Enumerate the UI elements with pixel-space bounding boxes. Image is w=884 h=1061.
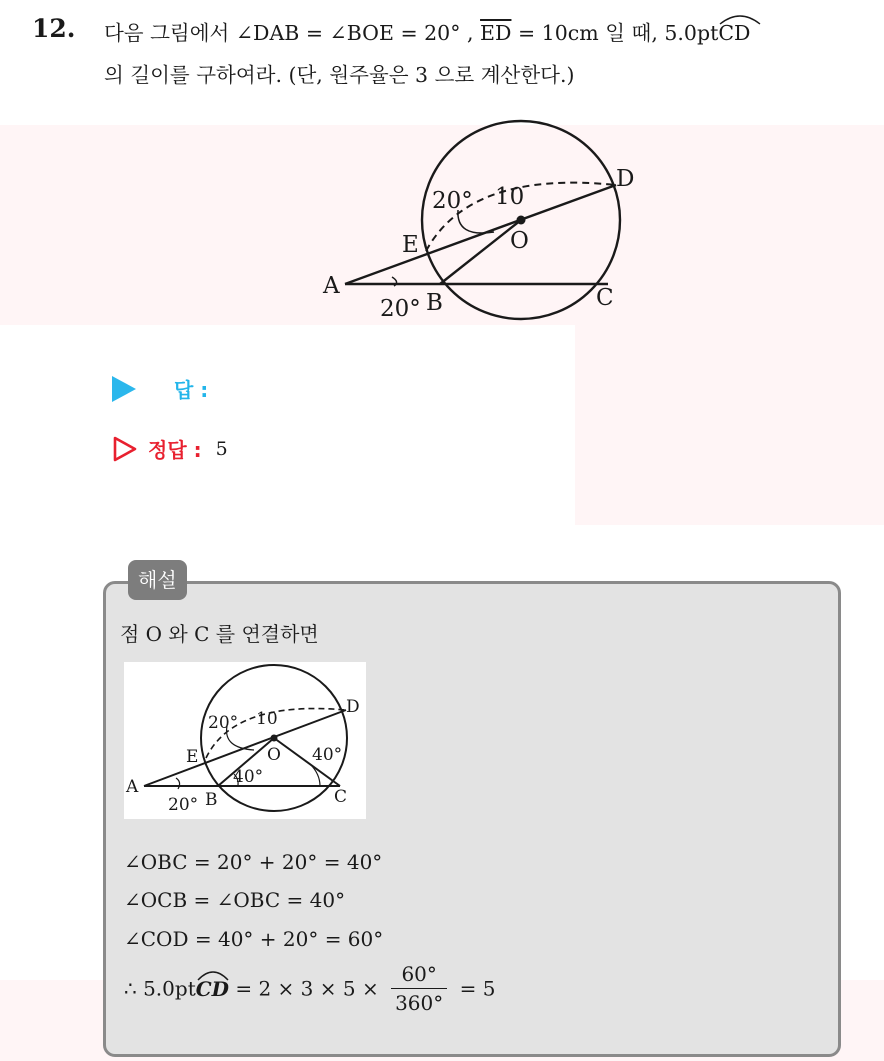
label-a: A [323, 273, 340, 299]
segment-ed: $\overline{ED}$ [480, 21, 512, 45]
question-line-2: 의 길이를 구하여라. (단, 원주율은 3 으로 계산한다.) [104, 63, 575, 87]
label-angle-a: 20° [168, 795, 199, 815]
label-e: E [186, 747, 199, 767]
label-d: D [616, 166, 635, 192]
question-text-start: 다음 그림에서 ∠DAB = ∠BOE = 20° , [104, 21, 474, 45]
fraction [391, 962, 447, 1015]
arc-symbol-icon [196, 968, 230, 982]
label-e: E [402, 232, 419, 258]
play-triangle-icon [112, 376, 136, 402]
label-length: 10 [256, 709, 278, 729]
label-angle-b: 40° [233, 767, 264, 787]
eq4-result: = 5 [459, 976, 496, 1001]
fraction-numerator: 60° [391, 962, 447, 989]
question-line-1 [104, 16, 750, 46]
label-angle-o: 20° [432, 188, 473, 214]
answer-label: 답 : [174, 378, 209, 402]
eq4-arc-cd: CD [196, 977, 229, 1001]
label-d: D [346, 697, 360, 717]
eq4-middle: = 2 × 3 × 5 × [235, 976, 379, 1001]
solution-intro: 점 O 와 C 를 연결하면 [120, 622, 319, 646]
label-angle-o: 20° [208, 713, 239, 733]
outline-triangle-icon [112, 435, 138, 463]
correct-answer-row [112, 434, 228, 463]
center-point [271, 735, 278, 742]
correct-value: 5 [215, 437, 228, 460]
label-o: O [510, 228, 529, 254]
label-length: 10 [495, 184, 525, 210]
question-text-mid: = 10cm 일 때, 5.0pt [517, 21, 719, 45]
solution-tag: 해설 [128, 560, 187, 600]
fraction-denominator: 360° [395, 991, 444, 1015]
question-number: 12. [32, 14, 76, 43]
label-o: O [267, 745, 281, 765]
solution-equation-2: ∠OCB = ∠OBC = 40° [124, 888, 346, 912]
label-c: C [596, 285, 614, 311]
label-b: B [205, 790, 218, 810]
solution-equation-3: ∠COD = 40° + 20° = 60° [124, 927, 384, 951]
label-c: C [334, 787, 348, 807]
label-angle-c: 40° [312, 745, 343, 765]
arc-cd: CD [718, 21, 750, 45]
solution-figure [124, 662, 366, 819]
question-figure [320, 110, 660, 330]
solution-equation-4 [124, 962, 495, 1015]
label-angle-a: 20° [380, 296, 421, 322]
label-b: B [426, 290, 443, 316]
label-a: A [126, 777, 139, 797]
eq4-prefix: ∴ 5.0pt [124, 976, 196, 1001]
solution-equation-1: ∠OBC = 20° + 20° = 40° [124, 850, 383, 874]
answer-row [112, 374, 208, 403]
correct-label: 정답 : [148, 438, 202, 462]
line-bo [440, 220, 521, 284]
center-point [517, 216, 526, 225]
arc-symbol-icon [718, 12, 762, 26]
